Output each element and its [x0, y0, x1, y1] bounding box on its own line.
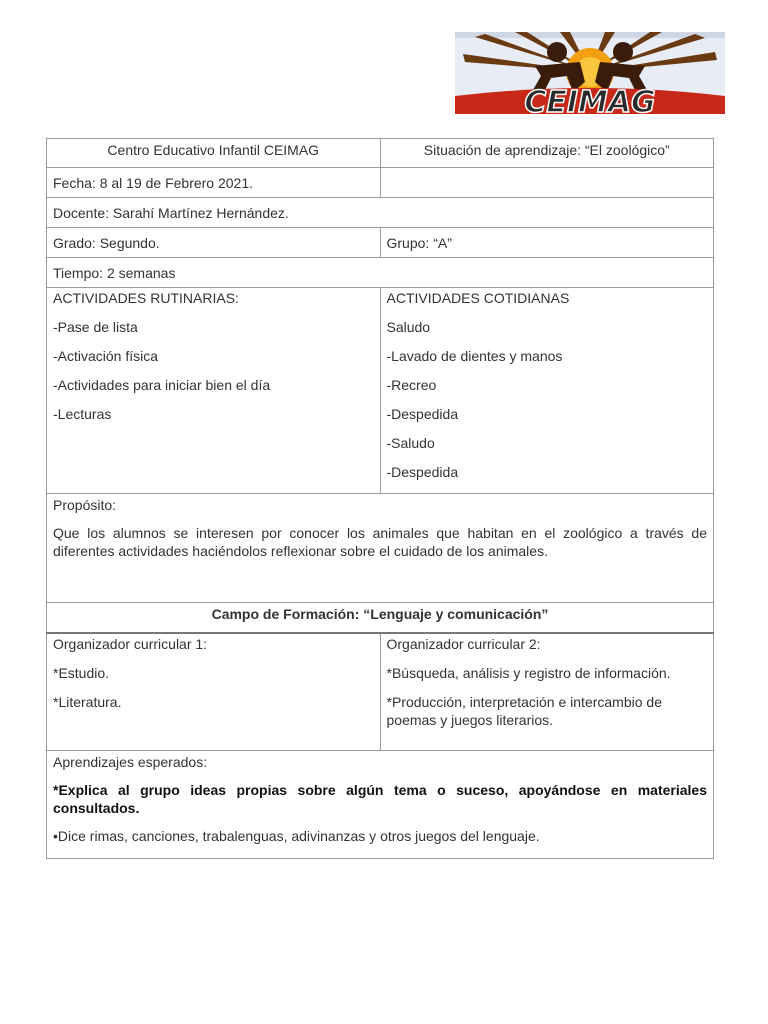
field-title: Campo de Formación: “Lenguaje y comunicación” [47, 603, 714, 633]
teacher-row [47, 198, 714, 228]
grade-cell: Grado: Segundo. [47, 228, 381, 258]
purpose-row [47, 494, 714, 603]
organizer-row [47, 633, 714, 751]
organizer-2-title: Organizador curricular 2: [386, 635, 541, 652]
time-row [47, 258, 714, 288]
header-row [47, 139, 714, 168]
purpose-cell [47, 494, 714, 603]
list-item: -Despedida [386, 406, 459, 422]
empty-cell [380, 168, 714, 198]
grade-row [47, 228, 714, 258]
teacher-cell: Docente: Sarahí Martínez Hernández. [47, 198, 714, 228]
list-item: -Despedida [386, 464, 459, 480]
list-item: -Saludo [386, 435, 435, 451]
list-item: -Lavado de dientes y manos [386, 348, 563, 364]
organizer-2 [380, 633, 714, 751]
date-row [47, 168, 714, 198]
ceimag-logo [455, 32, 725, 114]
date-cell: Fecha: 8 al 19 de Febrero 2021. [47, 168, 381, 198]
time-cell: Tiempo: 2 semanas [47, 258, 714, 288]
purpose-text: Que los alumnos se interesen por conocer los animales que habitan en el zoológico a través de diferentes actividades haciéndolos reflexionar sobre el cuidado de los animales. [53, 525, 707, 559]
list-item: -Actividades para iniciar bien el día [53, 377, 271, 393]
learning-row [47, 750, 714, 858]
organizer-1 [47, 633, 381, 751]
routine-activities [47, 288, 381, 494]
routine-title: ACTIVIDADES RUTINARIAS: [53, 290, 239, 306]
list-item: -Lecturas [53, 406, 112, 422]
field-row [47, 603, 714, 633]
learning-item-1: *Explica al grupo ideas propias sobre algún tema o suceso, apoyándose en materiales consultados. [53, 781, 707, 816]
learning-situation: Situación de aprendizaje: “El zoológico” [380, 139, 714, 168]
list-item: -Pase de lista [53, 319, 138, 335]
learning-cell [47, 750, 714, 858]
list-item: -Activación física [53, 348, 159, 364]
daily-title: ACTIVIDADES COTIDIANAS [386, 290, 570, 306]
learning-item-2: •Dice rimas, canciones, trabalenguas, adivinanzas y otros juegos del lenguaje. [53, 827, 540, 844]
list-item: *Literatura. [53, 693, 122, 710]
list-item: *Búsqueda, análisis y registro de información. [386, 664, 671, 681]
school-name: Centro Educativo Infantil CEIMAG [47, 139, 381, 168]
daily-activities [380, 288, 714, 494]
logo-text: CEIMAG [524, 85, 656, 114]
purpose-label: Propósito: [53, 497, 117, 513]
learning-label: Aprendizajes esperados: [53, 753, 208, 770]
list-item: *Producción, interpretación e intercambio de poemas y juegos literarios. [386, 693, 662, 728]
activities-row [47, 288, 714, 494]
group-cell: Grupo: “A” [380, 228, 714, 258]
list-item: -Recreo [386, 377, 437, 393]
organizer-1-title: Organizador curricular 1: [53, 635, 208, 652]
list-item: *Estudio. [53, 664, 110, 681]
lesson-plan-table [46, 138, 714, 859]
list-item: Saludo [386, 319, 431, 335]
